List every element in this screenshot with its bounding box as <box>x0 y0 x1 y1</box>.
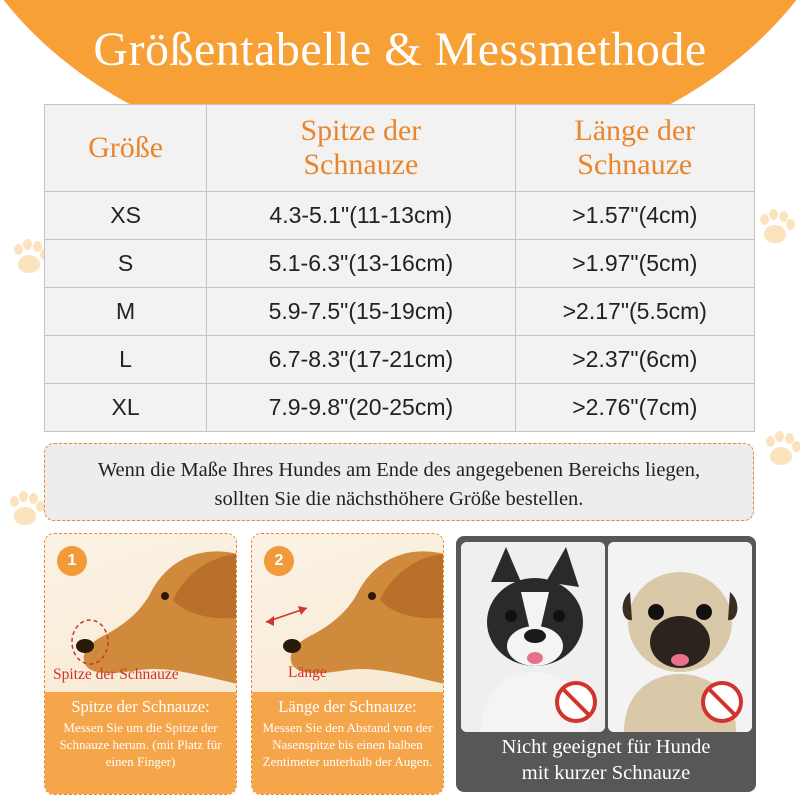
size-cell: XL <box>45 384 207 432</box>
header-muzzle-circumference-label: Spitze der Schnauze <box>300 114 422 181</box>
photo-label: Länge <box>288 664 327 681</box>
prohibited-icon <box>554 680 598 724</box>
card-body: Messen Sie den Abstand von der Nasenspitze bis einen halben Zentimeter unterhalb der Augen. <box>262 720 433 769</box>
card-body: Messen Sie um die Spitze der Schnauze herum. (mit Platz für einen Finger) <box>59 720 222 769</box>
paw-print-icon <box>8 238 48 278</box>
table-row <box>45 192 755 240</box>
measure-length-card <box>251 533 444 795</box>
header-size: Größe <box>45 105 207 192</box>
header-muzzle-length-label: Länge der Schnauze <box>574 114 696 181</box>
table-row <box>45 384 755 432</box>
length-cell: >1.97"(5cm) <box>515 240 754 288</box>
measure-tip-card <box>44 533 237 795</box>
size-cell: XS <box>45 192 207 240</box>
sizing-note <box>44 443 754 521</box>
table-row <box>45 336 755 384</box>
circumference-cell: 6.7-8.3"(17-21cm) <box>207 336 515 384</box>
paw-print-icon <box>754 208 794 248</box>
size-chart-table <box>44 104 755 432</box>
step-number-badge: 2 <box>264 546 294 576</box>
card-footer <box>252 692 443 795</box>
circumference-cell: 4.3-5.1"(11-13cm) <box>207 192 515 240</box>
sizing-note-line1: Wenn die Maße Ihres Hundes am Ende des angegebenen Bereichs liegen, <box>97 459 701 481</box>
card-footer <box>45 692 236 795</box>
photo-label: Spitze der Schnauze <box>53 666 179 683</box>
length-cell: >2.37"(6cm) <box>515 336 754 384</box>
size-cell: M <box>45 288 207 336</box>
table-row <box>45 288 755 336</box>
table-row <box>45 240 755 288</box>
page-title: Größentabelle & Messmethode <box>93 23 707 76</box>
not-suitable-line2: mit kurzer Schnauze <box>521 762 691 784</box>
card-heading: Länge der Schnauze: <box>278 697 417 716</box>
sizing-note-line2: sollten Sie die nächsthöhere Größe bestellen. <box>214 488 584 510</box>
step-number-badge: 1 <box>57 546 87 576</box>
not-suitable-line1: Nicht geeignet für Hunde <box>501 736 711 758</box>
table-header-row <box>45 105 755 192</box>
not-suitable-panel <box>456 536 756 792</box>
not-suitable-text <box>456 734 756 786</box>
circumference-cell: 5.9-7.5"(15-19cm) <box>207 288 515 336</box>
paw-print-icon <box>760 430 800 470</box>
length-cell: >2.17"(5.5cm) <box>515 288 754 336</box>
length-cell: >1.57"(4cm) <box>515 192 754 240</box>
length-cell: >2.76"(7cm) <box>515 384 754 432</box>
header-muzzle-circumference <box>207 105 515 192</box>
header-muzzle-length <box>515 105 754 192</box>
size-cell: S <box>45 240 207 288</box>
prohibited-icon <box>700 680 744 724</box>
circumference-cell: 7.9-9.8"(20-25cm) <box>207 384 515 432</box>
card-heading: Spitze der Schnauze: <box>71 697 210 716</box>
paw-print-icon <box>4 490 44 530</box>
size-cell: L <box>45 336 207 384</box>
circumference-cell: 5.1-6.3"(13-16cm) <box>207 240 515 288</box>
